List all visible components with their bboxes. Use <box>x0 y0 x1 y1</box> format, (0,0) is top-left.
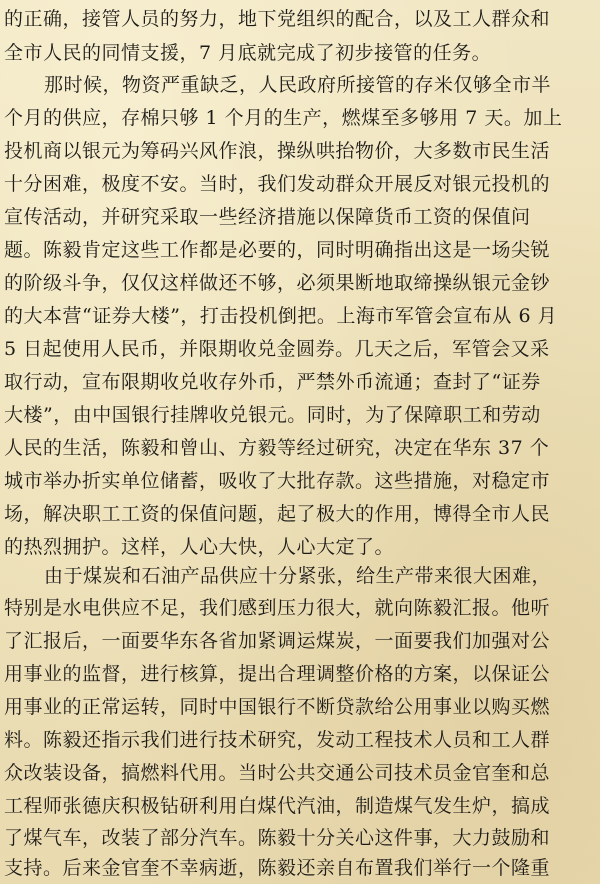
text-line: 的热烈拥护。这样，人心大快，人心大定了。 <box>4 536 395 558</box>
text-line: 料。陈毅还指示我们进行技术研究，发动工程技术人员和工人群 <box>4 729 551 751</box>
text-line: 场，解决职工工资的保值问题，起了极大的作用，博得全市人民 <box>4 503 551 525</box>
text-line: 个月的供应，存棉只够 1 个月的生产，燃煤至多够用 7 天。加上 <box>4 107 563 129</box>
text-line: 了汇报后，一面要华东各省加紧调运煤炭，一面要我们加强对公 <box>4 630 551 652</box>
text-line: 的阶级斗争，仅仅这样做还不够，必须果断地取缔操纵银元金钞 <box>4 272 551 294</box>
text-line: 众改装设备，搞燃料代用。当时公共交通公司技术员金官奎和总 <box>4 762 551 784</box>
text-line: 了煤气车，改装了部分汽车。陈毅十分关心这件事，大力鼓励和 <box>4 827 551 849</box>
text-line: 用事业的监督，进行核算，提出合理调整价格的方案，以保证公 <box>4 663 551 685</box>
text-line: 宣传活动，并研究采取一些经济措施以保障货币工资的保值问 <box>4 206 531 228</box>
text-line: 全市人民的同情支援，7 月底就完成了初步接管的任务。 <box>4 42 492 64</box>
text-line: 投机商以银元为筹码兴风作浪，操纵哄抬物价，大多数市民生活 <box>4 140 551 162</box>
text-line: 5 日起使用人民币，并限期收兑金圆券。几天之后，军管会又采 <box>4 338 550 360</box>
text-line: 城市举办折实单位储蓄，吸收了大批存款。这些措施，对稳定市 <box>4 470 551 492</box>
text-line: 特别是水电供应不足，我们感到压力很大，就向陈毅汇报。他听 <box>4 597 551 619</box>
text-line: 题。陈毅肯定这些工作都是必要的，同时明确指出这是一场尖锐 <box>4 239 551 261</box>
text-line: 由于煤炭和石油产品供应十分紧张，给生产带来很大困难， <box>44 565 552 587</box>
text-line: 用事业的正常运转，同时中国银行不断贷款给公用事业以购买燃 <box>4 696 551 718</box>
text-line: 人民的生活，陈毅和曾山、方毅等经过研究，决定在华东 37 个 <box>4 437 550 459</box>
text-line: 的正确，接管人员的努力，地下党组织的配合，以及工人群众和 <box>4 8 551 30</box>
text-line: 那时候，物资严重缺乏，人民政府所接管的存米仅够全市半 <box>44 74 552 96</box>
text-line: 取行动，宣布限期收兑收存外币，严禁外币流通；查封了“证券 <box>4 371 541 393</box>
text-line: 大楼”，由中国银行挂牌收兑银元。同时，为了保障职工和劳动 <box>4 404 541 426</box>
text-line: 十分困难，极度不安。当时，我们发动群众开展反对银元投机的 <box>4 173 551 195</box>
text-line: 支持。后来金官奎不幸病逝，陈毅还亲自布置我们举行一个隆重 <box>4 857 551 879</box>
text-line: 的大本营“证券大楼”，打击投机倒把。上海市军管会宣布从 6 月 <box>4 305 558 327</box>
text-line: 工程师张德庆积极钻研利用白煤代汽油，制造煤气发生炉，搞成 <box>4 795 551 817</box>
